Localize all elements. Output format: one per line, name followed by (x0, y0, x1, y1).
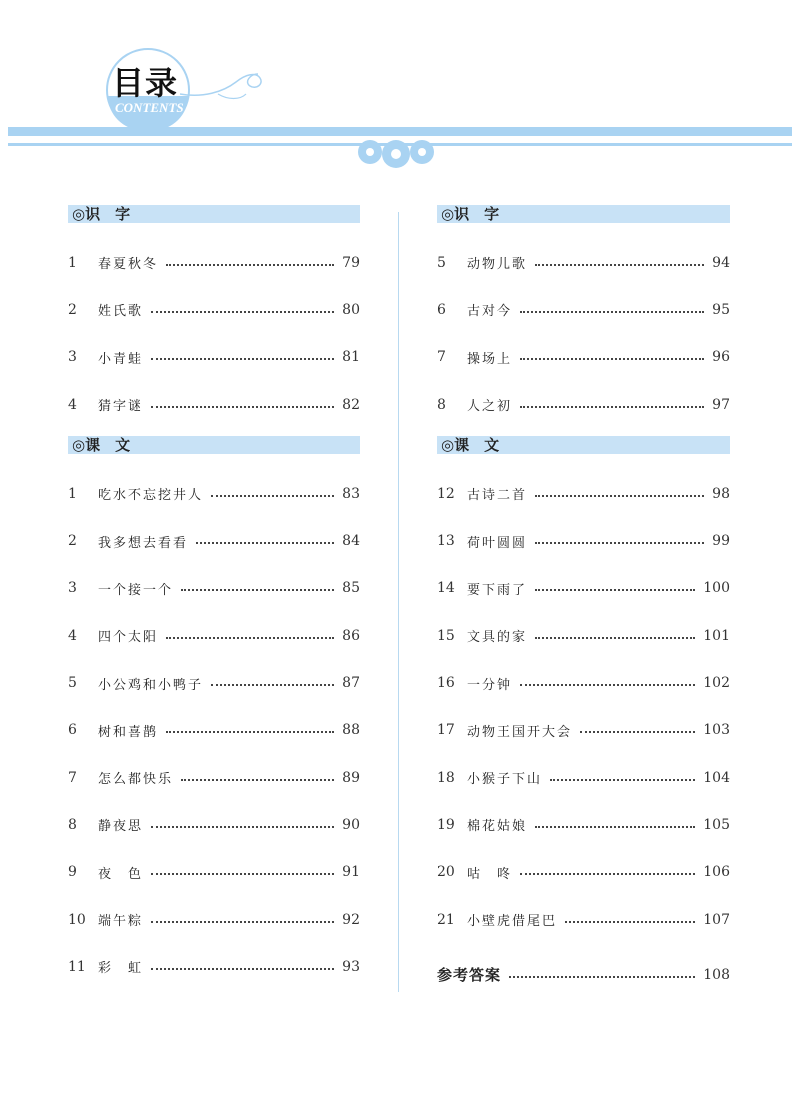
entry-title: 操场上 (467, 351, 513, 367)
entry-page: 82 (342, 396, 360, 413)
page-header (0, 0, 800, 175)
section-label: ◎课 文 (441, 436, 500, 455)
dot-leader (509, 976, 695, 978)
entry-number: 16 (437, 675, 455, 692)
page-subtitle: CONTENTS (115, 100, 184, 115)
section-header (68, 205, 360, 223)
dot-leader (535, 589, 695, 591)
toc-entry[interactable] (437, 334, 730, 381)
toc-entry[interactable] (437, 381, 730, 428)
entry-number: 12 (437, 485, 455, 502)
entry-title: 端午粽 (98, 914, 144, 929)
entry-page: 80 (342, 301, 360, 318)
flower-ornament-icon (352, 134, 442, 174)
dot-leader (166, 264, 334, 266)
entry-title: 人之初 (467, 399, 513, 415)
dot-leader (535, 826, 695, 828)
dot-leader (211, 684, 334, 686)
entry-number: 1 (68, 485, 77, 502)
entry-number: 14 (437, 580, 455, 597)
entry-title: 动物王国开大会 (467, 724, 573, 740)
entry-number: 6 (437, 301, 446, 318)
toc-entry[interactable] (437, 239, 730, 286)
entry-page: 86 (342, 627, 360, 644)
toc-entry[interactable] (68, 565, 360, 612)
entry-title: 小青蛙 (98, 351, 144, 367)
dot-leader (151, 406, 334, 408)
dot-leader (166, 637, 334, 639)
entry-page: 85 (342, 580, 360, 597)
entry-page: 79 (342, 254, 360, 271)
toc-entry[interactable] (437, 849, 730, 896)
entry-number: 2 (68, 533, 77, 550)
entry-page: 89 (342, 769, 360, 786)
dot-leader (166, 731, 334, 733)
entry-page: 106 (703, 864, 730, 881)
entry-number: 3 (68, 349, 77, 366)
dot-leader (151, 311, 334, 313)
toc-entry[interactable] (68, 801, 360, 848)
entry-title: 文具的家 (467, 630, 528, 646)
entry-number: 4 (68, 627, 77, 644)
toc-entry[interactable] (437, 565, 730, 612)
entry-title: 姓氏歌 (98, 304, 144, 320)
entry-title: 一个接一个 (98, 582, 174, 598)
section-label: ◎识 字 (441, 205, 500, 223)
entry-title: 吃水不忘挖井人 (98, 488, 204, 504)
toc-entry[interactable] (68, 943, 360, 990)
toc-entry[interactable] (68, 239, 360, 286)
entry-page: 107 (703, 911, 730, 928)
toc-entry[interactable] (68, 286, 360, 333)
entry-title: 古对今 (467, 304, 513, 320)
toc-entry[interactable] (437, 517, 730, 564)
dot-leader (151, 358, 334, 360)
dot-leader (520, 684, 695, 686)
toc-entry[interactable] (68, 659, 360, 706)
entry-page: 102 (703, 675, 730, 692)
entry-title: 春夏秋冬 (98, 257, 159, 273)
entry-number: 3 (68, 580, 77, 597)
entry-number: 13 (437, 533, 455, 550)
answers-title: 参考答案 (437, 966, 502, 985)
entry-number: 2 (68, 301, 77, 318)
answers-entry[interactable] (437, 951, 730, 998)
toc-entry[interactable] (68, 707, 360, 754)
dot-leader (520, 311, 704, 313)
toc-entry[interactable] (437, 612, 730, 659)
entry-title: 树和喜鹊 (98, 724, 159, 740)
entry-page: 87 (342, 675, 360, 692)
dot-leader (520, 406, 704, 408)
entry-number: 8 (437, 396, 446, 413)
entry-title: 小猴子下山 (467, 772, 543, 788)
entry-number: 7 (437, 349, 446, 366)
page-title: 目录 (112, 64, 179, 102)
section-header (437, 436, 730, 454)
entry-page: 81 (342, 349, 360, 366)
dot-leader (550, 779, 695, 781)
entry-title: 彩 虹 (98, 961, 144, 977)
entry-title: 一分钟 (467, 677, 513, 693)
entry-title: 静夜思 (98, 819, 144, 835)
toc-right-column (437, 205, 730, 998)
dot-leader (535, 264, 704, 266)
section-label: ◎课 文 (72, 436, 131, 455)
entry-title: 小壁虎借尾巴 (467, 914, 558, 929)
entry-title: 猜字谜 (98, 399, 144, 415)
toc-entry[interactable] (68, 754, 360, 801)
dot-leader (196, 542, 334, 544)
entry-page: 91 (342, 864, 360, 881)
entry-number: 15 (437, 627, 455, 644)
entry-title: 夜 色 (98, 866, 144, 882)
dot-leader (211, 495, 334, 497)
swirl-ornament-icon (178, 64, 268, 104)
entry-title: 要下雨了 (467, 582, 528, 598)
dot-leader (565, 921, 695, 923)
toc-left-column (68, 205, 360, 998)
entry-title: 动物儿歌 (467, 257, 528, 273)
section-label: ◎识 字 (72, 205, 131, 223)
dot-leader (535, 637, 695, 639)
dot-leader (181, 779, 334, 781)
entry-title: 怎么都快乐 (98, 772, 174, 788)
entry-page: 94 (712, 254, 730, 271)
toc-entry[interactable] (68, 612, 360, 659)
entry-number: 10 (68, 911, 86, 928)
toc-entry[interactable] (437, 801, 730, 848)
entry-page: 95 (712, 301, 730, 318)
toc-entry[interactable] (68, 470, 360, 517)
dot-leader (151, 968, 334, 970)
dot-leader (535, 495, 704, 497)
entry-number: 18 (437, 769, 455, 786)
entry-number: 4 (68, 396, 77, 413)
entry-page: 93 (342, 958, 360, 975)
toc-entry[interactable] (68, 849, 360, 896)
toc-entry[interactable] (68, 381, 360, 428)
entry-number: 5 (437, 254, 446, 271)
entry-number: 8 (68, 816, 77, 833)
entry-title: 棉花姑娘 (467, 819, 528, 835)
dot-leader (151, 873, 334, 875)
toc-entry[interactable] (437, 754, 730, 801)
entry-title: 我多想去看看 (98, 535, 189, 551)
entry-page: 96 (712, 349, 730, 366)
entry-number: 7 (68, 769, 77, 786)
entry-page: 83 (342, 485, 360, 502)
entry-number: 19 (437, 816, 455, 833)
toc-entry[interactable] (437, 470, 730, 517)
entry-page: 97 (712, 396, 730, 413)
dot-leader (520, 358, 704, 360)
entry-title: 咕 咚 (467, 866, 513, 882)
dot-leader (151, 921, 334, 923)
section-header (68, 436, 360, 454)
entry-title: 古诗二首 (467, 488, 528, 504)
entry-page: 99 (712, 533, 730, 550)
entry-page: 105 (703, 816, 730, 833)
column-divider (398, 212, 399, 992)
entry-page: 84 (342, 533, 360, 550)
dot-leader (535, 542, 704, 544)
entry-title: 四个太阳 (98, 630, 159, 646)
section-header (437, 205, 730, 223)
entry-page: 98 (712, 485, 730, 502)
entry-page: 103 (703, 722, 730, 739)
entry-page: 88 (342, 722, 360, 739)
entry-number: 9 (68, 864, 77, 881)
toc-entry[interactable] (437, 659, 730, 706)
dot-leader (580, 731, 695, 733)
dot-leader (181, 589, 334, 591)
entry-number: 5 (68, 675, 77, 692)
entry-title: 荷叶圆圆 (467, 535, 528, 551)
answers-page: 108 (703, 966, 730, 983)
entry-number: 17 (437, 722, 455, 739)
dot-leader (520, 873, 695, 875)
entry-page: 100 (703, 580, 730, 597)
entry-number: 20 (437, 864, 455, 881)
toc-entry[interactable] (68, 334, 360, 381)
entry-title: 小公鸡和小鸭子 (98, 677, 204, 693)
entry-number: 21 (437, 911, 455, 928)
dot-leader (151, 826, 334, 828)
toc-entry[interactable] (437, 896, 730, 943)
toc-entry[interactable] (68, 896, 360, 943)
entry-page: 92 (342, 911, 360, 928)
entry-page: 101 (703, 627, 730, 644)
toc-entry[interactable] (437, 707, 730, 754)
entry-number: 1 (68, 254, 77, 271)
entry-page: 90 (342, 816, 360, 833)
entry-page: 104 (703, 769, 730, 786)
entry-number: 11 (68, 958, 86, 975)
toc-entry[interactable] (68, 517, 360, 564)
toc-entry[interactable] (437, 286, 730, 333)
entry-number: 6 (68, 722, 77, 739)
